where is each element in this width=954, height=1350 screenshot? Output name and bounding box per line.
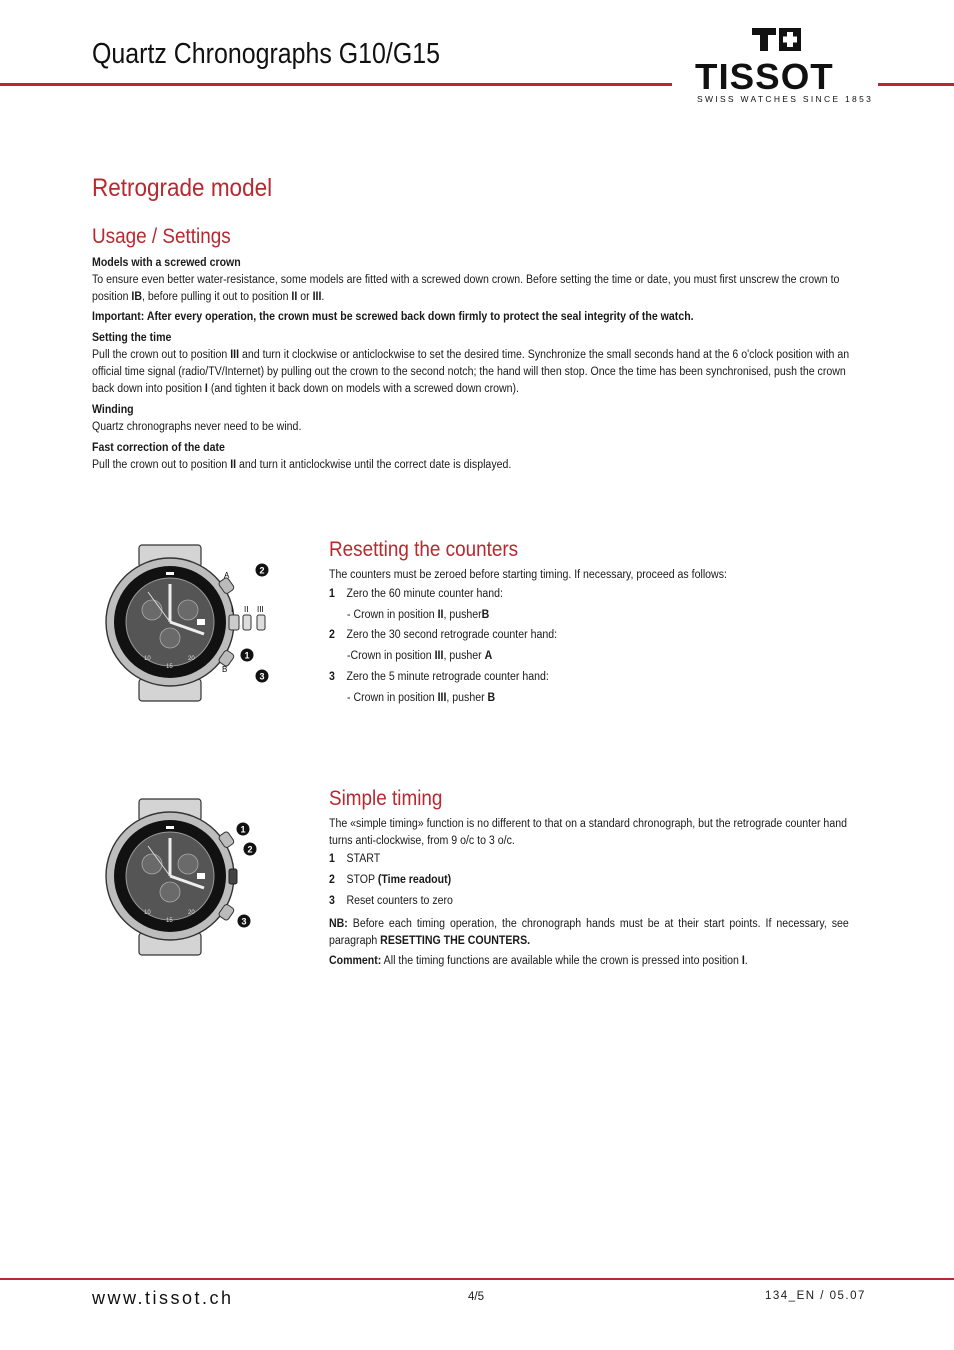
header-rule-right [878, 83, 954, 86]
svg-text:1: 1 [244, 650, 250, 661]
svg-text:A: A [224, 571, 230, 580]
dial-number: 15 [166, 664, 173, 670]
logo-wordmark: TISSOT [695, 56, 834, 97]
winding-text: Quartz chronographs never need to be wind. [92, 421, 302, 433]
timing-step-3: 3 Reset counters to zero [329, 895, 453, 907]
setting-time-title: Setting the time [92, 332, 172, 344]
crown-pos-3 [257, 615, 265, 630]
svg-text:I: I [231, 605, 234, 614]
reset-step-2-detail: -Crown in position III, pusher A [347, 650, 493, 662]
dial-number: 15 [166, 918, 173, 924]
svg-text:2: 2 [259, 565, 265, 576]
dial-number: 20 [188, 910, 195, 916]
svg-text:2: 2 [247, 844, 253, 855]
logo-tagline: SWISS WATCHES SINCE 1853 [697, 94, 874, 104]
document-title: Quartz Chronographs G10/G15 [92, 38, 440, 70]
simple-timing-intro: The «simple timing» function is no different to that on a standard chronograph, but the retrograde counter hand turns anti-clockwise, from 9 o/c to 3 o/c. [329, 818, 847, 847]
resetting-heading: Resetting the counters [329, 538, 519, 561]
watch-simple-timing-illustration [100, 796, 260, 958]
screwed-crown-title: Models with a screwed crown [92, 257, 241, 269]
svg-text:3: 3 [241, 916, 247, 927]
comment-note: Comment: All the timing functions are available while the crown is pressed into position I. [329, 955, 748, 967]
swiss-cross-icon [752, 26, 812, 56]
svg-text:II: II [244, 605, 249, 614]
reset-step-3: 3 Zero the 5 minute retrograde counter hand: [329, 671, 549, 683]
nb-note: NB: Before each timing operation, the chronograph hands must be at their start points. If necessary, see paragraph RESETTING THE COUNTERS. [329, 918, 849, 947]
reset-step-3-detail: - Crown in position III, pusher B [347, 692, 496, 704]
timing-step-1: 1 START [329, 853, 381, 865]
footer-rule [0, 1278, 954, 1280]
document-reference: 134_EN / 05.07 [765, 1290, 866, 1302]
dial-number: 10 [144, 656, 151, 662]
resetting-intro: The counters must be zeroed before starting timing. If necessary, proceed as follows: [329, 569, 727, 581]
svg-text:1: 1 [240, 824, 246, 835]
timing-step-2: 2 STOP (Time readout) [329, 874, 452, 886]
reset-step-2: 2 Zero the 30 second retrograde counter hand: [329, 629, 558, 641]
watch-reset-illustration [100, 542, 290, 704]
screwed-crown-text: To ensure even better water-resistance, some models are fitted with a screwed down crown. Before setting the time or date, you must first unscrew the crown to position IB, before pulling it out to position II or III. [92, 274, 840, 303]
usage-heading: Usage / Settings [92, 225, 231, 248]
svg-text:B: B [222, 665, 228, 674]
svg-text:III: III [257, 605, 264, 614]
page-title: Retrograde model [92, 174, 273, 202]
winding-title: Winding [92, 404, 134, 416]
footer-website-link[interactable]: www.tissot.ch [92, 1288, 234, 1308]
page-number: 4/5 [468, 1291, 484, 1303]
crown-pos-2 [243, 615, 251, 630]
dial-number: 20 [188, 656, 195, 662]
dial-number: 10 [144, 910, 151, 916]
date-correction-text: Pull the crown out to position II and turn it anticlockwise until the correct date is displayed. [92, 459, 512, 471]
simple-timing-heading: Simple timing [329, 787, 443, 810]
header-rule-left [0, 83, 672, 86]
important-note: Important: After every operation, the crown must be screwed back down firmly to protect the seal integrity of the watch. [92, 311, 694, 323]
reset-step-1-detail: - Crown in position II, pusherB [347, 609, 490, 621]
svg-text:3: 3 [259, 671, 265, 682]
setting-time-text: Pull the crown out to position III and turn it clockwise or anticlockwise to set the desired time. Synchronize the small seconds hand at the 6 o'clock position with an official time signal (radio/TV/Internet) by pulling out the crown to the second notch; the hand will then stop. Once the time has been synchronised, push the crown back down into position I (and tighten it back down on models with a screwed down crown). [92, 349, 850, 395]
reset-step-1: 1 Zero the 60 minute counter hand: [329, 588, 503, 600]
date-correction-title: Fast correction of the date [92, 442, 225, 454]
crown-pos-1 [229, 615, 239, 630]
